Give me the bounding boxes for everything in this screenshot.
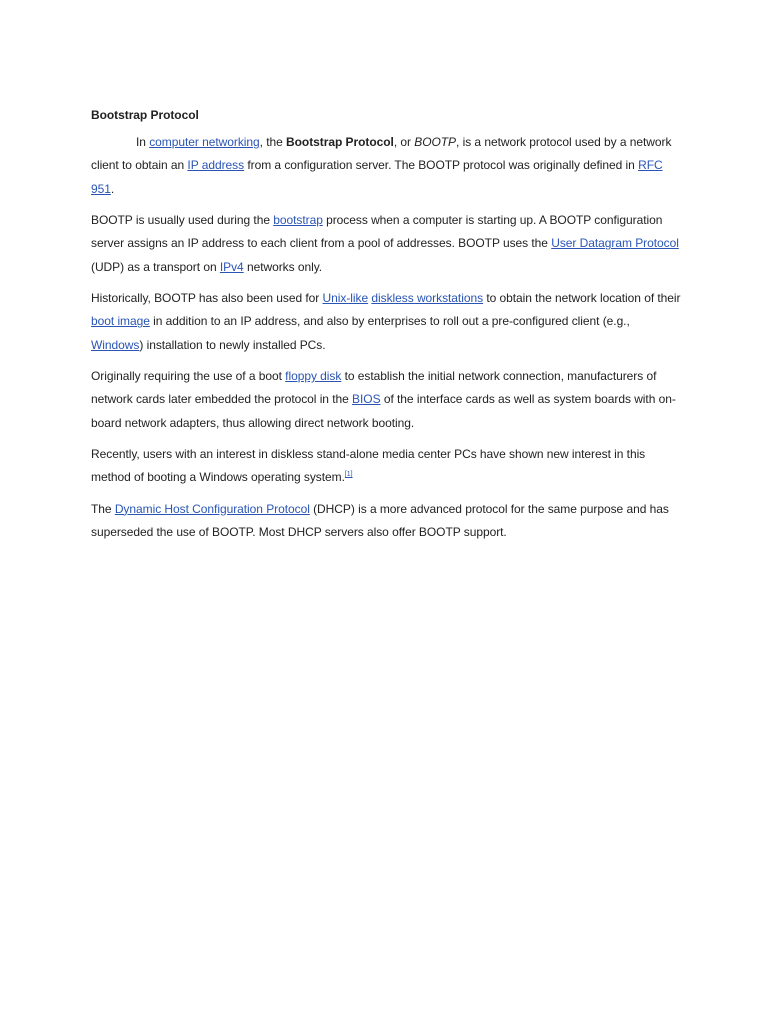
link-diskless-workstations[interactable]: diskless workstations [371,291,484,306]
link-computer-networking[interactable]: computer networking [149,135,260,149]
paragraph-intro: In computer networking, the Bootstrap Protocol, or BOOTP, is a network protocol used by a network client to obtain an IP address from a configuration server. The BOOTP protocol was originally defined in RFC 951. [91,135,672,196]
citation-link-1[interactable]: [1] [344,471,353,479]
link-floppy-disk[interactable]: floppy disk [285,369,342,384]
bold-term-bootstrap-protocol: Bootstrap Protocol [286,135,394,149]
italic-term-bootp: BOOTP [414,135,457,149]
document-page [91,106,683,552]
link-windows[interactable]: Windows [91,337,140,352]
paragraph-recent: Recently, users with an interest in diskless stand-alone media center PCs have shown new interest in this method of booting a Windows operating system.[1] [91,447,646,485]
link-ipv4[interactable]: IPv4 [219,259,244,274]
link-ip-address[interactable]: IP address [187,158,245,173]
paragraph-floppy: Originally requiring the use of a boot floppy disk to establish the initial network connection, manufacturers of network cards later embedded the protocol in the BIOS of the interface cards as well as system boards with on-board network adapters, thus allowing direct network booting. [91,369,676,430]
link-rfc-951[interactable]: RFC 951 [91,158,663,196]
link-boot-image[interactable]: boot image [91,314,150,329]
paragraph-history: Historically, BOOTP has also been used for Unix-like diskless workstations to obtain the network location of their boot image in addition to an IP address, and also by enterprises to roll out a pre-configured client (e.g., Windows) installation to newly installed PCs. [91,291,681,352]
document-title: Bootstrap Protocol [91,108,199,122]
link-user-datagram-protocol[interactable]: User Datagram Protocol [551,236,679,251]
link-bootstrap[interactable]: bootstrap [273,213,323,228]
link-dhcp[interactable]: Dynamic Host Configuration Protocol [114,501,310,516]
link-bios[interactable]: BIOS [352,392,381,407]
paragraph-dhcp: The Dynamic Host Configuration Protocol (DHCP) is a more advanced protocol for the same purpose and has superseded the use of BOOTP. Most DHCP servers also offer BOOTP support. [91,501,669,540]
paragraph-usage: BOOTP is usually used during the bootstrap process when a computer is starting up. A BOOTP configuration server assigns an IP address to each client from a pool of addresses. BOOTP uses the User Datagram Protocol (UDP) as a transport on IPv4 networks only. [91,213,679,274]
link-unix-like[interactable]: Unix-like [322,291,369,306]
